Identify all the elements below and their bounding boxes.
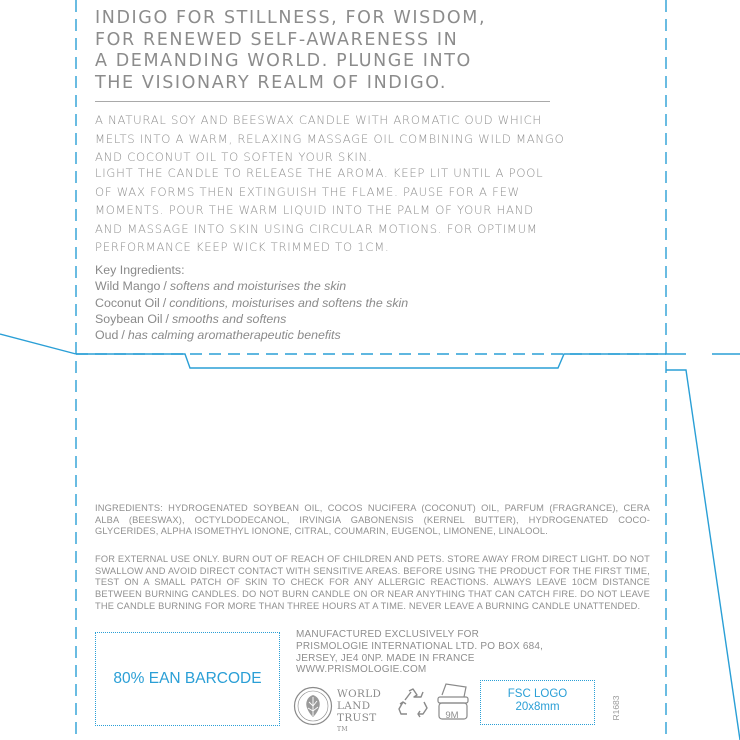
ingredient-benefit: smooths and softens <box>171 311 287 326</box>
manufacturer-line: MANUFACTURED EXCLUSIVELY FOR <box>296 629 480 640</box>
key-ingredients <box>95 262 565 343</box>
ean-barcode-label: 80% EAN BARCODE <box>113 670 262 687</box>
separator: / <box>162 295 167 310</box>
manufacturer-website: WWW.PRISMOLOGIE.COM <box>296 664 427 676</box>
ean-barcode-placeholder <box>95 632 280 726</box>
key-ingredient-row <box>95 295 565 311</box>
manufacturer-line: JERSEY, JE4 0NP. MADE IN FRANCE <box>296 652 475 664</box>
separator: / <box>165 311 169 326</box>
wlt-line: LAND <box>337 700 371 712</box>
separator: / <box>163 279 167 294</box>
manufacturer-line: PRISMOLOGIE INTERNATIONAL LTD. PO BOX 684, <box>296 640 544 652</box>
dieline-right-flap <box>666 370 740 740</box>
fsc-logo-title: FSC LOGO <box>507 688 568 700</box>
fsc-logo-size: 20x8mm <box>515 701 560 713</box>
period-after-opening: 9M <box>445 710 459 721</box>
world-land-trust-logo <box>293 684 391 733</box>
separator: / <box>121 328 125 343</box>
dieline-left-flap <box>0 334 76 354</box>
headline-line: A DEMANDING WORLD. PLUNGE INTO <box>95 51 472 71</box>
headline-line: THE VISIONARY REALM OF INDIGO. <box>95 72 448 93</box>
headline-line: FOR RENEWED SELF-AWARENESS IN <box>95 29 459 50</box>
world-land-trust-text <box>337 688 381 736</box>
ingredient-benefit: conditions, moisturises and softens the skin <box>169 295 409 310</box>
ingredient-benefit: softens and moisturises the skin <box>169 279 347 294</box>
wlt-line: WORLD <box>337 688 382 700</box>
fsc-logo-placeholder <box>480 680 595 725</box>
safety-warning: FOR EXTERNAL USE ONLY. BURN OUT OF REACH OF CHILDREN AND PETS. STORE AWAY FROM DIRECT LIGHT. DO NOT SWALLOW AND AVOID DIRECT CONTACT WITH SENSITIVE AREAS. BEFORE USING THE PRODUCT FOR THE FIRST TIME, TEST ON A SMALL PATCH OF SKIN TO CHECK FOR ANY ALLERGIC REACTIONS. ALWAYS LEAVE 10CM DISTANCE BETWEEN BURNING CANDLES. DO NOT BURN CANDLE ON OR NEAR ANYTHING THAT CAN CATCH FIRE. DO NOT LEAVE THE CANDLE BURNING FOR MORE THAN THREE HOURS AT A TIME. NEVER LEAVE A BURNING CANDLE UNATTENDED. <box>95 554 650 611</box>
divider-rule <box>95 101 550 102</box>
ingredient-name: Coconut Oil <box>95 295 160 310</box>
description-paragraph: A NATURAL SOY AND BEESWAX CANDLE WITH AROMATIC OUD WHICH MELTS INTO A WARM, RELAXING MASSAGE OIL COMBINING WILD MANGO AND COCONUT OIL TO SOFTEN YOUR SKIN. <box>95 113 565 165</box>
wlt-line-text: TRUST <box>337 712 377 724</box>
key-ingredient-row <box>95 327 565 343</box>
dieline-tuck-flap <box>76 354 666 368</box>
ingredients-list: INGREDIENTS: HYDROGENATED SOYBEAN OIL, COCOS NUCIFERA (COCONUT) OIL, PARFUM (FRAGRANCE), CERA ALBA (BEESWAX), OCTYLDODECANOL, IRVINGIA GABONENSIS (KERNEL BUTTER), HYDROGENATED COCO-GLYCERIDES, ALPHA ISOMETHYL IONONE, CITRAL, COUMARIN, EUGENOL, LIMONENE, LINALOOL. <box>95 503 650 537</box>
ingredient-name: Soybean Oil <box>95 311 163 326</box>
manufacturer-info <box>296 629 596 676</box>
recycle-icon <box>397 686 429 718</box>
key-ingredient-row <box>95 311 565 327</box>
key-ingredients-title: Key Ingredients: <box>95 263 185 277</box>
usage-paragraph: LIGHT THE CANDLE TO RELEASE THE AROMA. KEEP LIT UNTIL A POOL OF WAX FORMS THEN EXTINGUISH THE FLAME. PAUSE FOR A FEW MOMENTS. POUR THE WARM LIQUID INTO THE PALM OF YOUR HAND AND MASSAGE INTO SKIN USING CIRCULAR MOTIONS. FOR OPTIMUM PERFORMANCE KEEP WICK TRIMMED TO 1CM. <box>95 166 544 255</box>
headline-line: INDIGO FOR STILLNESS, FOR WISDOM, <box>95 8 487 28</box>
ingredient-name: Wild Mango <box>95 279 161 294</box>
key-ingredient-row <box>95 278 565 294</box>
ingredient-name: Oud <box>95 328 119 343</box>
wlt-line <box>337 712 381 736</box>
reference-code: R1683 <box>611 695 621 721</box>
headline <box>95 8 565 94</box>
trademark-mark: TM <box>337 726 348 733</box>
ingredient-benefit: has calming aromatherapeutic benefits <box>127 328 341 343</box>
world-land-trust-seal-icon <box>293 686 333 726</box>
